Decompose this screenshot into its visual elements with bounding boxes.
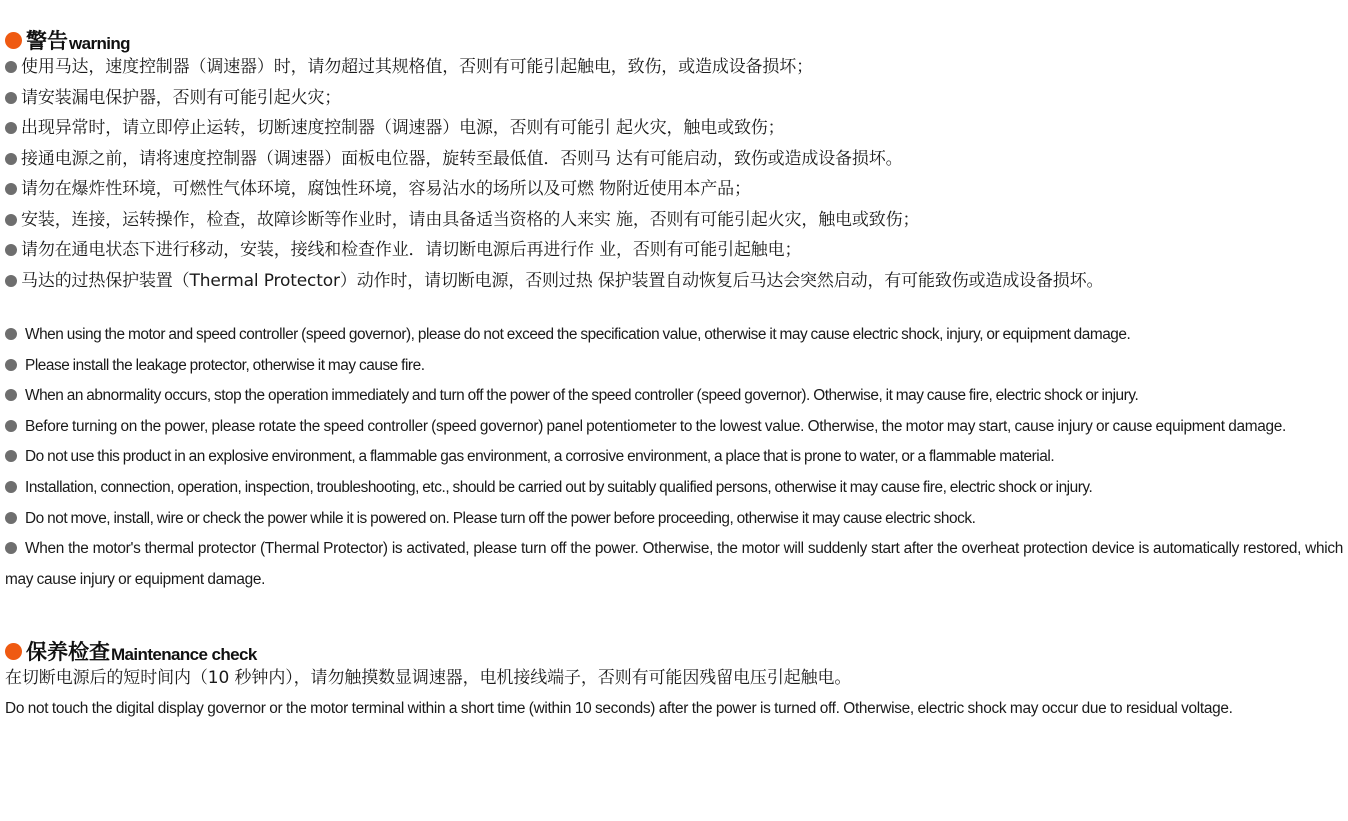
bullet-icon	[5, 512, 17, 524]
warning-item-en-text: When the motor's thermal protector (Thermal Protector) is activated, please turn off the power. Otherwise, the motor will suddenly start after the overheat protection device is automatically restored, which may cause injury or equipment damage.	[5, 540, 1343, 588]
warning-item-cn-text: 出现异常时，请立即停止运转，切断速度控制器（调速器）电源，否则有可能引 起火灾，触电或致伤；	[21, 118, 785, 138]
bullet-icon	[5, 420, 17, 432]
warning-item-en-text: When using the motor and speed controller (speed governor), please do not exceed the specification value, otherwise it may cause electric shock, injury, or equipment damage.	[25, 326, 1131, 343]
bullet-icon	[5, 61, 17, 73]
warning-title-cn: 警告	[26, 29, 68, 53]
bullet-icon	[5, 153, 17, 165]
warning-item-cn-text: 马达的过热保护装置（Thermal Protector）动作时，请切断电源，否则过热 保护装置自动恢复后马达会突然启动，有可能致伤或造成设备损坏。	[21, 270, 1104, 291]
warning-item-cn	[5, 113, 1343, 144]
warning-item-cn-text: 安装，连接，运转操作，检查，故障诊断等作业时，请由具备适当资格的人来实 施，否则有可能引起火灾，触电或致伤；	[21, 209, 920, 230]
warning-item-cn-text: 接通电源之前，请将速度控制器（调速器）面板电位器，旋转至最低值．否则马 达有可能启动，致伤或造成设备损坏。	[21, 148, 903, 169]
bullet-icon	[5, 359, 17, 371]
warning-title-en: warning	[69, 34, 130, 53]
warning-item-cn-text: 请安装漏电保护器，否则有可能引起火灾；	[21, 87, 342, 108]
maintenance-text-en: Do not touch the digital display governor or the motor terminal within a short time (within 10 seconds) after the power is turned off. Otherwise, electric shock may occur due to residual voltage.	[5, 699, 1233, 717]
maintenance-title-cn: 保养检查	[26, 640, 110, 665]
bullet-icon	[5, 275, 17, 287]
warning-item-cn-text: 请勿在爆炸性环境，可燃性气体环境，腐蚀性环境，容易沾水的场所以及可燃 物附近使用本产品；	[21, 179, 751, 199]
maintenance-title-en: Maintenance check	[111, 645, 257, 665]
maintenance-section	[5, 629, 1343, 724]
warning-item-en	[5, 351, 1343, 382]
bullet-icon	[5, 450, 17, 462]
warning-item-en	[5, 442, 1343, 473]
maintenance-heading	[5, 629, 1343, 663]
warning-item-en-text: Please install the leakage protector, otherwise it may cause fire.	[25, 356, 425, 374]
warning-item-en	[5, 534, 1343, 595]
warning-item-en	[5, 473, 1343, 504]
warning-item-cn-text: 使用马达，速度控制器（调速器）时，请勿超过其规格值，否则有可能引起触电，致伤，或造成设备损坏；	[21, 57, 813, 77]
warning-list-cn	[5, 52, 1343, 296]
warning-item-cn-text: 请勿在通电状态下进行移动，安装，接线和检查作业．请切断电源后再进行作 业，否则有可能引起触电；	[21, 240, 802, 260]
bullet-icon	[5, 244, 17, 256]
bullet-icon	[5, 183, 17, 195]
warning-item-cn	[5, 266, 1343, 297]
spacer	[5, 595, 1343, 629]
warning-section	[5, 18, 1343, 595]
warning-item-en-text: Installation, connection, operation, inspection, troubleshooting, etc., should be carried out by suitably qualified persons, otherwise it may cause fire, electric shock or injury.	[25, 478, 1093, 496]
warning-item-en-text: Do not move, install, wire or check the power while it is powered on. Please turn off the power before proceeding, otherwise it may cause electric shock.	[25, 509, 976, 527]
warning-item-en	[5, 412, 1343, 443]
document-page	[5, 18, 1343, 724]
warning-item-en-text: Before turning on the power, please rotate the speed controller (speed governor) panel potentiometer to the lowest value. Otherwise, the motor may start, cause injury or cause equipment damage.	[25, 417, 1286, 435]
warning-item-en-text: When an abnormality occurs, stop the operation immediately and turn off the power of the speed controller (speed governor). Otherwise, it may cause fire, electric shock or injury.	[25, 387, 1139, 405]
warning-item-en	[5, 381, 1343, 412]
warning-item-cn	[5, 52, 1343, 83]
warning-item-cn	[5, 205, 1343, 236]
bullet-icon	[5, 122, 17, 134]
warning-item-cn	[5, 144, 1343, 175]
warning-item-cn	[5, 235, 1343, 266]
warning-item-en	[5, 504, 1343, 535]
warning-heading	[5, 18, 1343, 52]
warning-item-cn	[5, 174, 1343, 205]
maintenance-dot-icon	[5, 643, 22, 660]
bullet-icon	[5, 542, 17, 554]
warning-dot-icon	[5, 32, 22, 49]
spacer	[5, 296, 1343, 320]
warning-item-cn	[5, 83, 1343, 114]
bullet-icon	[5, 214, 17, 226]
bullet-icon	[5, 481, 17, 493]
warning-item-en-text: Do not use this product in an explosive environment, a flammable gas environment, a corrosive environment, a place that is prone to water, or a flammable material.	[25, 448, 1055, 466]
bullet-icon	[5, 389, 17, 401]
warning-item-en	[5, 320, 1343, 351]
warning-list-en	[5, 320, 1343, 595]
bullet-icon	[5, 92, 17, 104]
bullet-icon	[5, 328, 17, 340]
maintenance-text-cn: 在切断电源后的短时间内（10 秒钟内），请勿触摸数显调速器，电机接线端子，否则有可能因残留电压引起触电。	[5, 668, 852, 689]
